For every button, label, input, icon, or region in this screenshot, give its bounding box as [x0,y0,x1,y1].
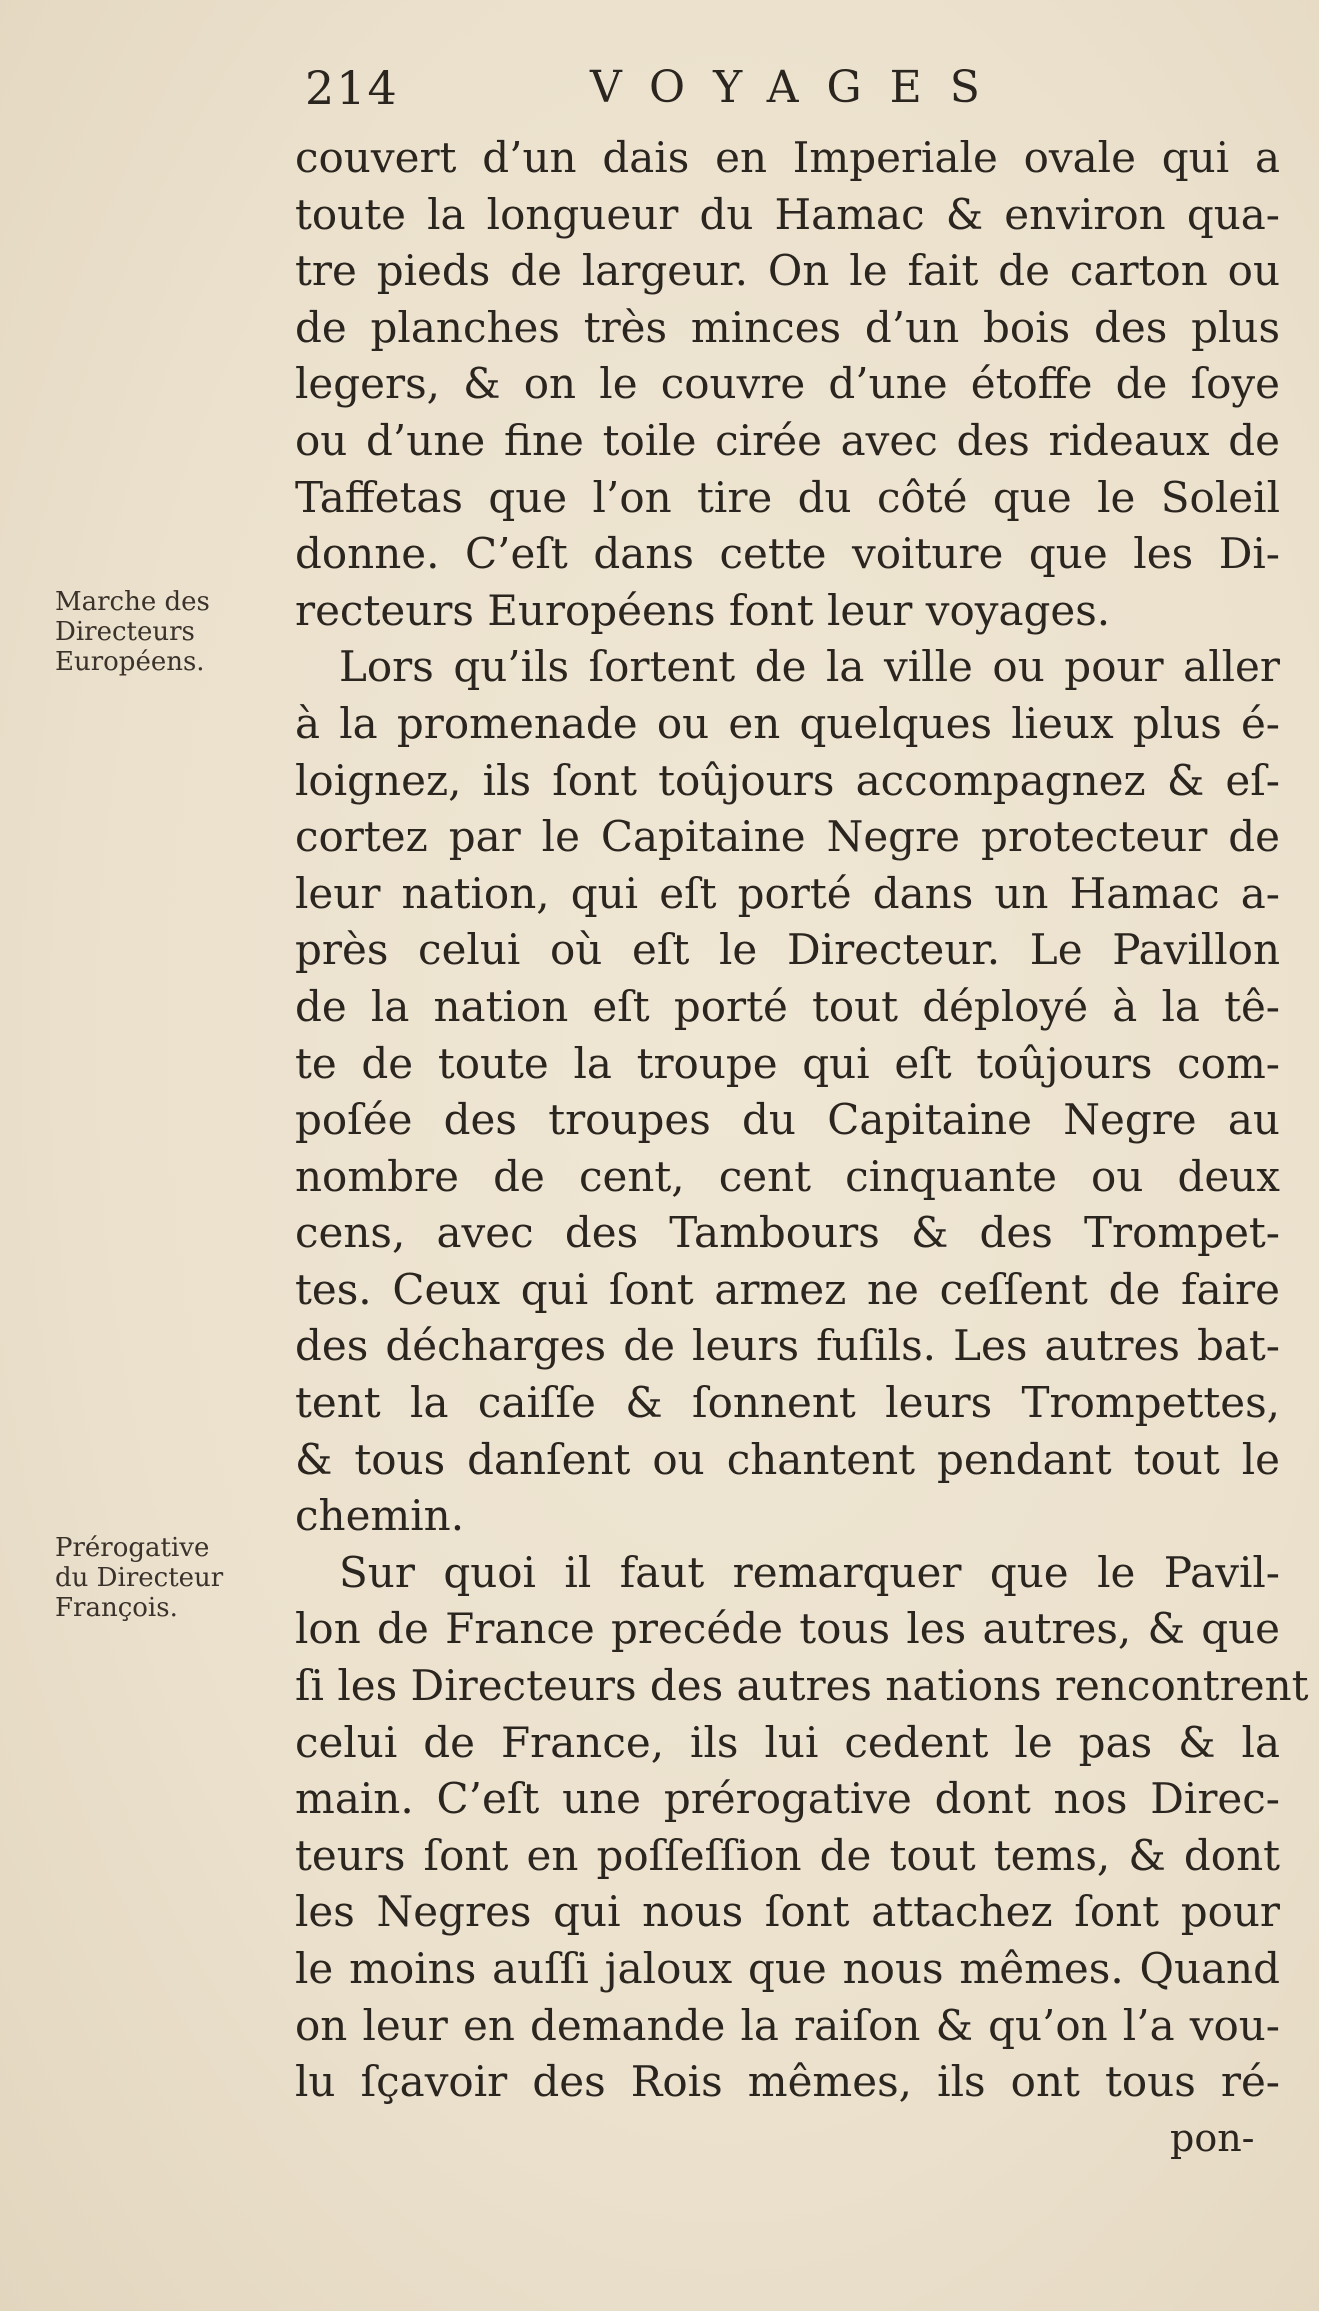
text-line: cens, avec des Tambours & des Trompet- [295,1208,1280,1258]
text-line: tre pieds de largeur. On le fait de carton ou [295,246,1280,296]
text-line: & tous danſent ou chantent pendant tout le [295,1434,1280,1484]
text-line: tes. Ceux qui ſont armez ne ceſſent de faire [295,1264,1280,1314]
margin-note-line: Marche des [55,587,210,617]
catchword: pon- [1170,2116,1255,2160]
text-line: ſi les Directeurs des autres nations rencontrent [295,1661,1309,1711]
text-line: Lors qu’ils ſortent de la ville ou pour aller [339,642,1280,692]
text-line: Sur quoi il faut remarquer que le Pavil- [339,1547,1280,1597]
text-line: teurs ſont en poſſeſſion de tout tems, & dont [295,1830,1280,1880]
running-title: VOYAGES [590,62,1008,113]
margin-note-line: Européens. [55,647,205,677]
text-line: cortez par le Capitaine Negre protecteur de [295,812,1280,862]
text-line: toute la longueur du Hamac & environ qua- [295,189,1280,239]
text-line: couvert d’un dais en Imperiale ovale qui a [295,133,1280,182]
text-line: le moins auſſi jaloux que nous mêmes. Quand [295,1944,1280,1993]
text-line: ou d’une fine toile cirée avec des rideaux de [295,415,1280,465]
text-line: de la nation eſt porté tout déployé à la tê- [295,981,1280,1031]
text-line: près celui où eſt le Directeur. Le Pavillon [295,925,1280,975]
text-line: loignez, ils ſont toûjours accompagnez & eſ- [295,755,1280,805]
text-line: les Negres qui nous ſont attachez ſont pour [295,1887,1280,1937]
margin-note-line: François. [55,1593,178,1623]
text-line: te de toute la troupe qui eſt toûjours com- [295,1038,1280,1088]
text-line: leur nation, qui eſt porté dans un Hamac a- [295,868,1280,918]
text-line: legers, & on le couvre d’une étoffe de ſoye [295,359,1280,409]
text-line: lon de France precéde tous les autres, & que [295,1604,1280,1654]
body-text [295,130,1309,2111]
margin-note-line: Prérogative [55,1533,210,1563]
text-line: poſée des troupes du Capitaine Negre au [295,1095,1280,1145]
margin-note-marche [55,587,305,677]
text-line: donne. C’eſt dans cette voiture que les Di- [295,529,1280,579]
page-number: 214 [305,61,399,115]
text-line: on leur en demande la raiſon & qu’on l’a vou- [295,2000,1280,2050]
text-line: main. C’eſt une prérogative dont nos Direc- [295,1774,1280,1824]
text-line: chemin. [295,1491,465,1541]
text-line: de planches très minces d’un bois des plus [295,302,1280,352]
text-line: Taffetas que l’on tire du côté que le Soleil [295,472,1280,522]
margin-note-line: du Directeur [55,1563,224,1593]
text-line: lu ſçavoir des Rois mêmes, ils ont tous ré- [295,2057,1280,2107]
margin-note-line: Directeurs [55,617,195,647]
margin-note-prerogative [55,1533,305,1623]
text-line: celui de France, ils lui cedent le pas & la [295,1717,1280,1767]
text-line: nombre de cent, cent cinquante ou deux [295,1151,1280,1201]
text-line: recteurs Européens font leur voyages. [295,585,1111,635]
text-line: des décharges de leurs fuſils. Les autres bat- [295,1321,1280,1371]
text-line: à la promenade ou en quelques lieux plus é- [295,698,1280,748]
running-head [305,58,1065,118]
text-line: tent la caiſſe & ſonnent leurs Trompettes, [295,1378,1280,1428]
